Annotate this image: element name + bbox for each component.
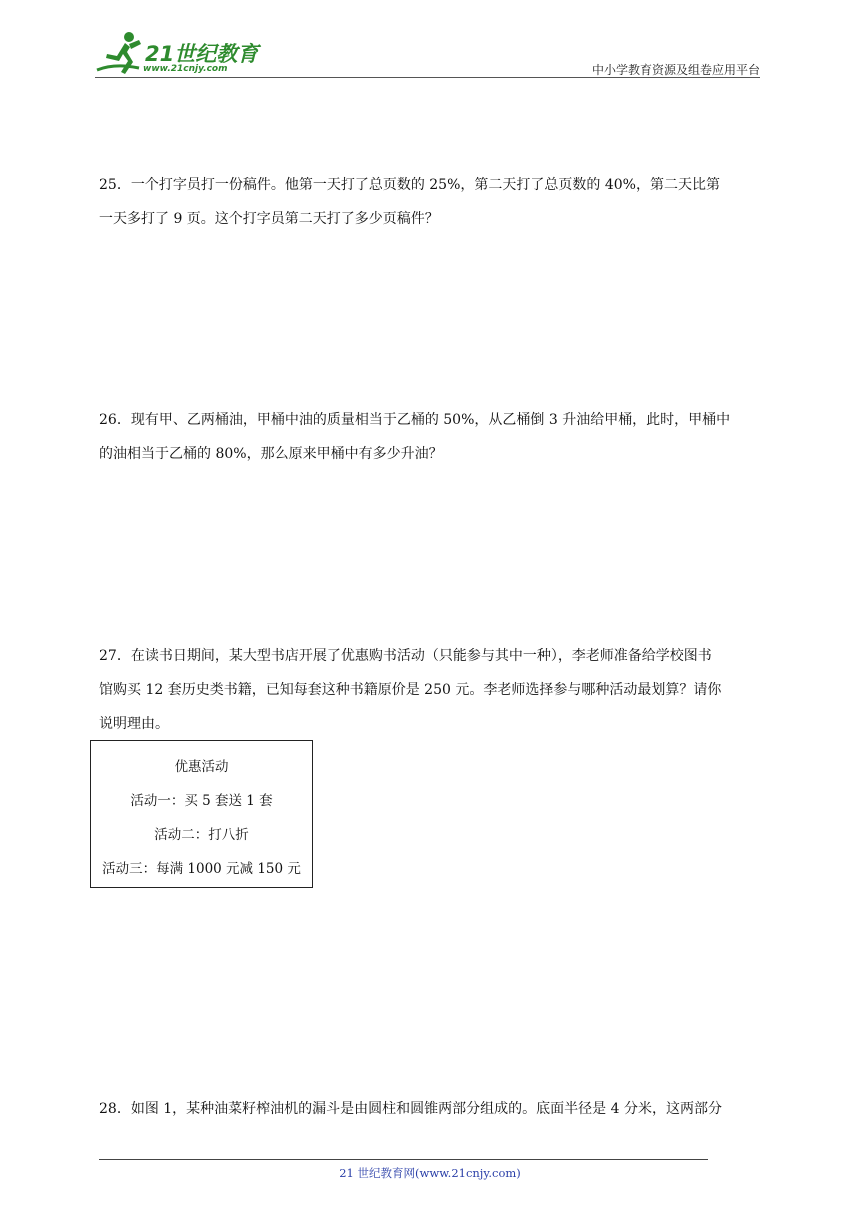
question-line: 的油相当于乙桶的 80%，那么原来甲桶中有多少升油？ xyxy=(99,446,443,462)
promo-item: 活动二：打八折 xyxy=(154,827,249,843)
promo-title: 优惠活动 xyxy=(174,759,229,775)
runner-logo-icon xyxy=(95,30,147,78)
page-header xyxy=(95,30,760,80)
question-line: 28．如图 1，某种油菜籽榨油机的漏斗是由圆柱和圆锥两部分组成的。底面半径是 4 分米，这两部分 xyxy=(99,1101,722,1117)
question-27 xyxy=(99,639,763,741)
question-line: 一天多打了 9 页。这个打字员第二天打了多少页稿件？ xyxy=(99,211,439,227)
promo-item: 活动一：买 5 套送 1 套 xyxy=(130,793,273,809)
question-line: 馆购买 12 套历史类书籍，已知每套这种书籍原价是 250 元。李老师选择参与哪种活动最划算？请你 xyxy=(99,682,722,698)
question-28 xyxy=(99,1092,763,1126)
logo-url: www.21cnjy.com xyxy=(143,64,228,74)
promo-box xyxy=(90,740,313,888)
footer-divider xyxy=(99,1159,708,1160)
header-divider xyxy=(95,77,760,78)
question-line: 25．一个打字员打一份稿件。他第一天打了总页数的 25%，第二天打了总页数的 40%，第二天比第 xyxy=(99,177,720,193)
question-line: 26．现有甲、乙两桶油，甲桶中油的质量相当于乙桶的 50%，从乙桶倒 3 升油给甲桶，此时，甲桶中 xyxy=(99,412,731,428)
question-26 xyxy=(99,403,763,471)
logo-text: 21世纪教育 xyxy=(145,42,259,66)
question-25 xyxy=(99,168,763,236)
question-line: 说明理由。 xyxy=(99,716,169,732)
question-line: 27．在读书日期间，某大型书店开展了优惠购书活动（只能参与其中一种），李老师准备给学校图书 xyxy=(99,648,712,664)
site-logo[interactable] xyxy=(95,30,265,78)
promo-item: 活动三：每满 1000 元减 150 元 xyxy=(102,861,301,877)
footer-link[interactable]: 21 世纪教育网(www.21cnjy.com) xyxy=(339,1166,521,1180)
platform-title: 中小学教育资源及组卷应用平台 xyxy=(591,63,760,77)
